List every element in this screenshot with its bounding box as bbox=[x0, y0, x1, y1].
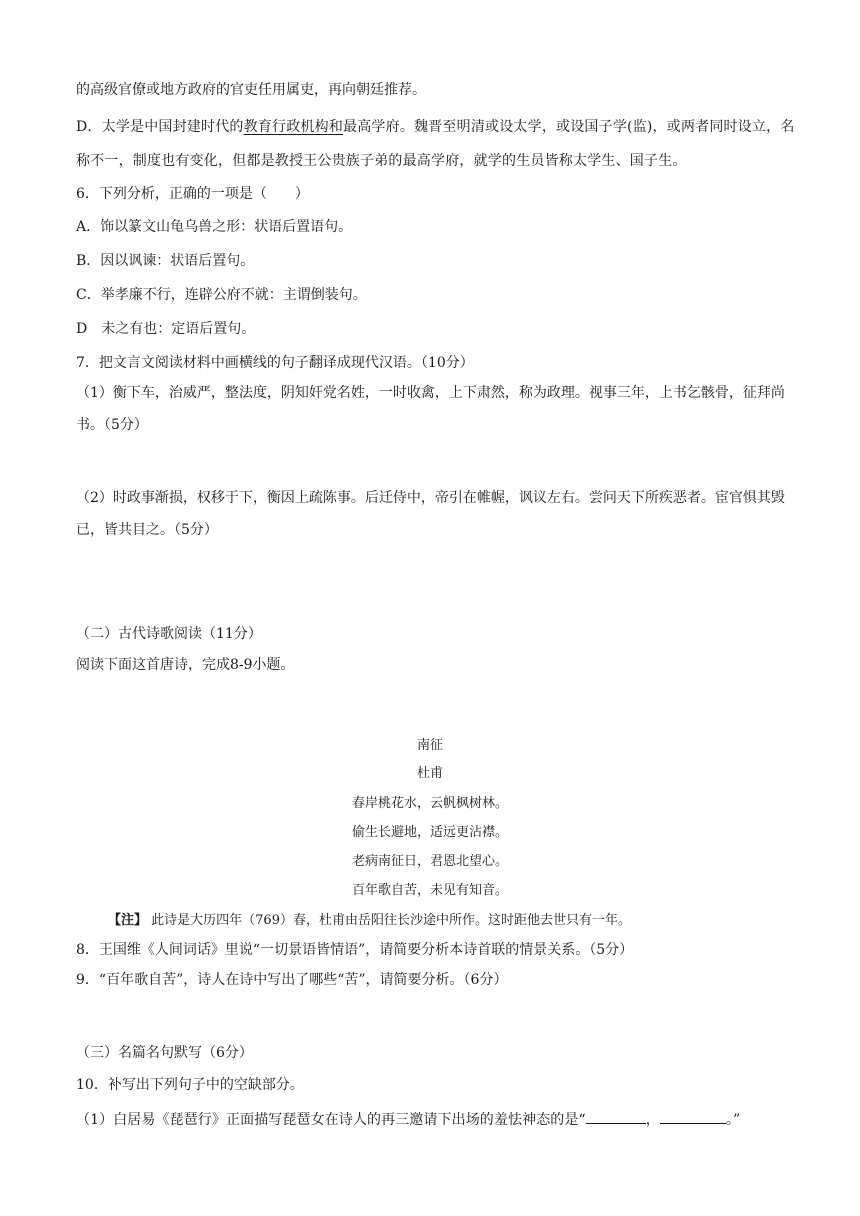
question-10-stem: 10．补写出下列句子中的空缺部分。 bbox=[76, 1077, 304, 1093]
question-6-option-d: D 未之有也：定语后置句。 bbox=[76, 321, 256, 337]
option-d-text-post: 最高学府。魏晋至明清或设太学，或设国子学(监)，或两者同时设立，名称不一，制度也有变化，但都是教授王公贵族子弟的最高学府，就学的生员皆称太学生、国子生。 bbox=[76, 119, 795, 169]
option-d-text-pre: D．太学是中国封建时代的 bbox=[76, 119, 244, 135]
poem-line-1: 春岸桃花水，云帆枫树林。 bbox=[351, 796, 508, 811]
answer-blank-1[interactable] bbox=[586, 1109, 646, 1124]
poem-note-text: 此诗是大历四年（769）春，杜甫由岳阳往长沙途中所作。这时距他去世只有一年。 bbox=[151, 913, 631, 928]
question-6-stem: 6．下列分析，正确的一项是（ ） bbox=[76, 186, 309, 202]
section-3-heading: （三）名篇名句默写（6分） bbox=[76, 1045, 253, 1061]
option-d-underlined-text: 教育行政机构和 bbox=[243, 119, 344, 135]
poem-line-3: 老病南征日，君恩北望心。 bbox=[351, 854, 508, 869]
poem-title: 南征 bbox=[416, 738, 443, 753]
question-10-sub-1-text: （1）白居易《琵琶行》正面描写琵琶女在诗人的再三邀请下出场的羞怯神态的是“ bbox=[76, 1112, 586, 1128]
question-6-option-a: A．饰以篆文山龟乌兽之形：状语后置语句。 bbox=[76, 219, 353, 235]
poem-note bbox=[108, 911, 631, 931]
question-6-option-c: C．举孝廉不行，连辟公府不就：主谓倒装句。 bbox=[76, 287, 367, 303]
poem-author: 杜甫 bbox=[416, 766, 443, 781]
poem-line-4: 百年歌自苦，未见有知音。 bbox=[351, 883, 508, 898]
section-2-intro: 阅读下面这首唐诗，完成8-9小题。 bbox=[76, 657, 295, 673]
question-9: 9．“百年歌自苦”，诗人在诗中写出了哪些“苦”，请简要分析。（6分） bbox=[76, 972, 508, 988]
answer-blank-2[interactable] bbox=[660, 1109, 726, 1124]
question-7-stem: 7．把文言文阅读材料中画横线的句子翻译成现代汉语。（10分） bbox=[76, 355, 474, 371]
option-d-paragraph bbox=[76, 110, 796, 178]
question-7-sub-2: （2）时政事渐损，权移于下，衡因上疏陈事。后迁侍中，帝引在帷幄，讽议左右。尝问天下所疾恶者。宦官惧其毁已，皆共目之。（5分） bbox=[76, 490, 785, 538]
question-6-option-b: B．因以讽谏：状语后置句。 bbox=[76, 253, 255, 269]
poem-note-tag: 【注】 bbox=[108, 913, 148, 928]
question-10-sub-1 bbox=[76, 1109, 796, 1130]
section-2-heading: （二）古代诗歌阅读（11分） bbox=[76, 626, 262, 642]
question-7-sub-1: （1）衡下车，治威严，整法度，阴知奸党名姓，一时收禽，上下肃然，称为政理。视事三年，上书乞骸骨，征拜尚书。（5分） bbox=[76, 385, 785, 433]
poem-line-2: 偷生长避地，适远更沾襟。 bbox=[351, 825, 508, 840]
paragraph-continuation: 的高级官僚或地方政府的官吏任用属吏，再向朝廷推荐。 bbox=[76, 82, 426, 98]
blank-separator: ， bbox=[645, 1112, 660, 1128]
question-8: 8．王国维《人间词话》里说“一切景语皆情语”，请简要分析本诗首联的情景关系。（5分） bbox=[76, 942, 634, 958]
question-10-sub-1-end: 。” bbox=[725, 1112, 741, 1128]
